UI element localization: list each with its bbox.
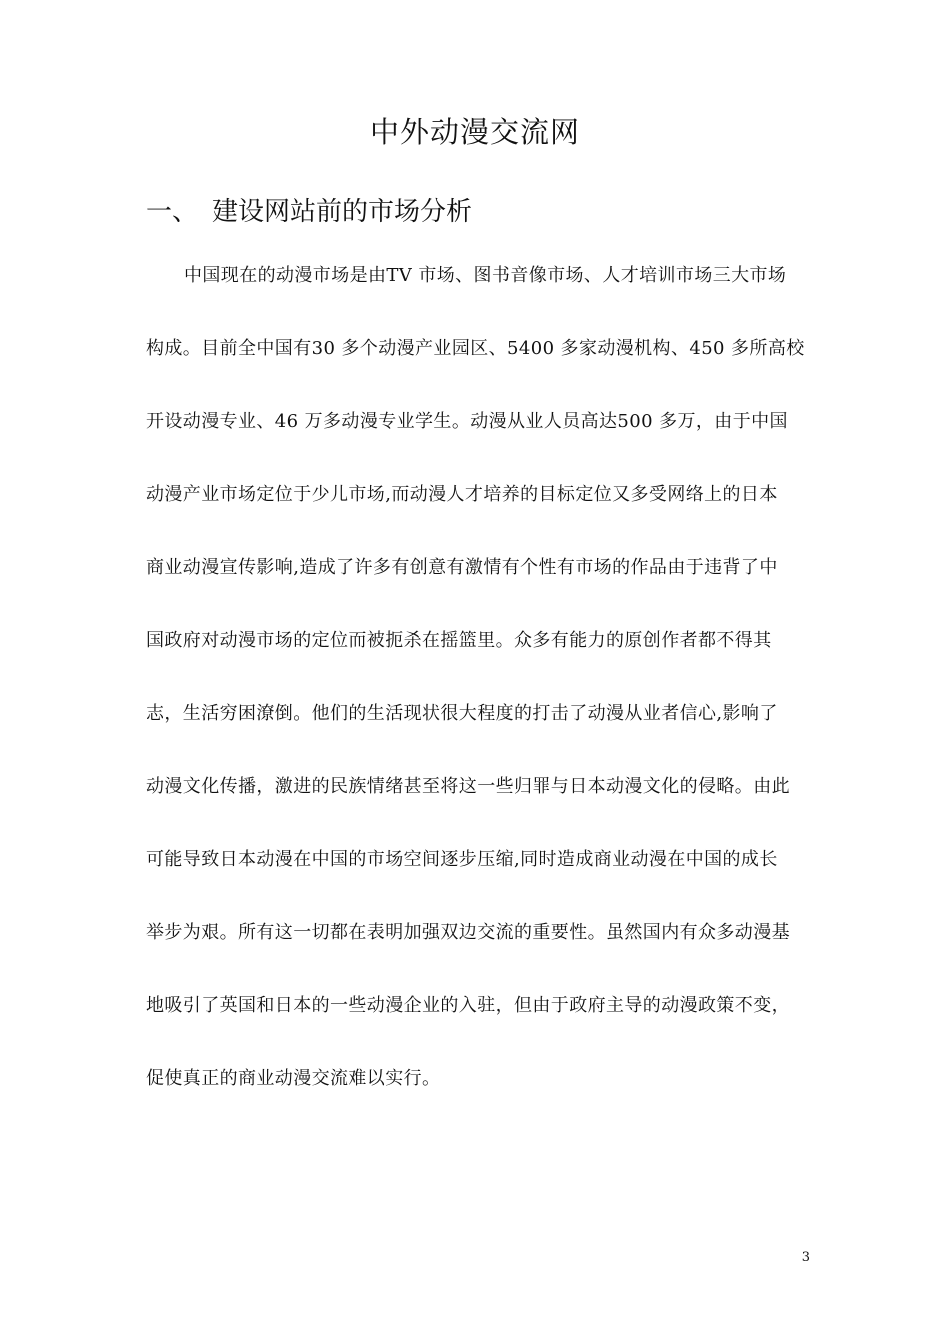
- body-paragraph: [146, 254, 808, 1130]
- paragraph-line: 地吸引了英国和日本的一些动漫企业的入驻，但由于政府主导的动漫政策不变，: [146, 995, 790, 1016]
- page-number: 3: [801, 1250, 810, 1265]
- section-heading: [146, 192, 472, 232]
- paragraph-line: 动漫产业市场定位于少儿市场,而动漫人才培养的目标定位又多受网络上的日本: [146, 484, 778, 505]
- paragraph-line: 促使真正的商业动漫交流难以实行。: [146, 1068, 441, 1089]
- paragraph-line: 国政府对动漫市场的定位而被扼杀在摇篮里。众多有能力的原创作者都不得其: [146, 630, 772, 651]
- section-number: 一、: [146, 197, 199, 227]
- paragraph-line: 开设动漫专业、46 万多动漫专业学生。动漫从业人员高达500 多万，由于中国: [146, 411, 788, 432]
- paragraph-line: 志，生活穷困潦倒。他们的生活现状很大程度的打击了动漫从业者信心,影响了: [146, 703, 778, 724]
- paragraph-line: 中国现在的动漫市场是由TV 市场、图书音像市场、人才培训市场三大市场: [184, 265, 787, 286]
- paragraph-line: 动漫文化传播，激进的民族情绪甚至将这一些归罪与日本动漫文化的侵略。由此: [146, 776, 790, 797]
- document-title: 中外动漫交流网: [369, 115, 580, 149]
- paragraph-line: 构成。目前全中国有30 多个动漫产业园区、5400 多家动漫机构、450 多所高校: [146, 338, 805, 359]
- section-heading-text: 建设网站前的市场分析: [212, 197, 473, 227]
- paragraph-line: 可能导致日本动漫在中国的市场空间逐步压缩,同时造成商业动漫在中国的成长: [146, 849, 778, 870]
- paragraph-line: 商业动漫宣传影响,造成了许多有创意有激情有个性有市场的作品由于违背了中: [146, 557, 778, 578]
- paragraph-line: 举步为艰。所有这一切都在表明加强双边交流的重要性。虽然国内有众多动漫基: [146, 922, 790, 943]
